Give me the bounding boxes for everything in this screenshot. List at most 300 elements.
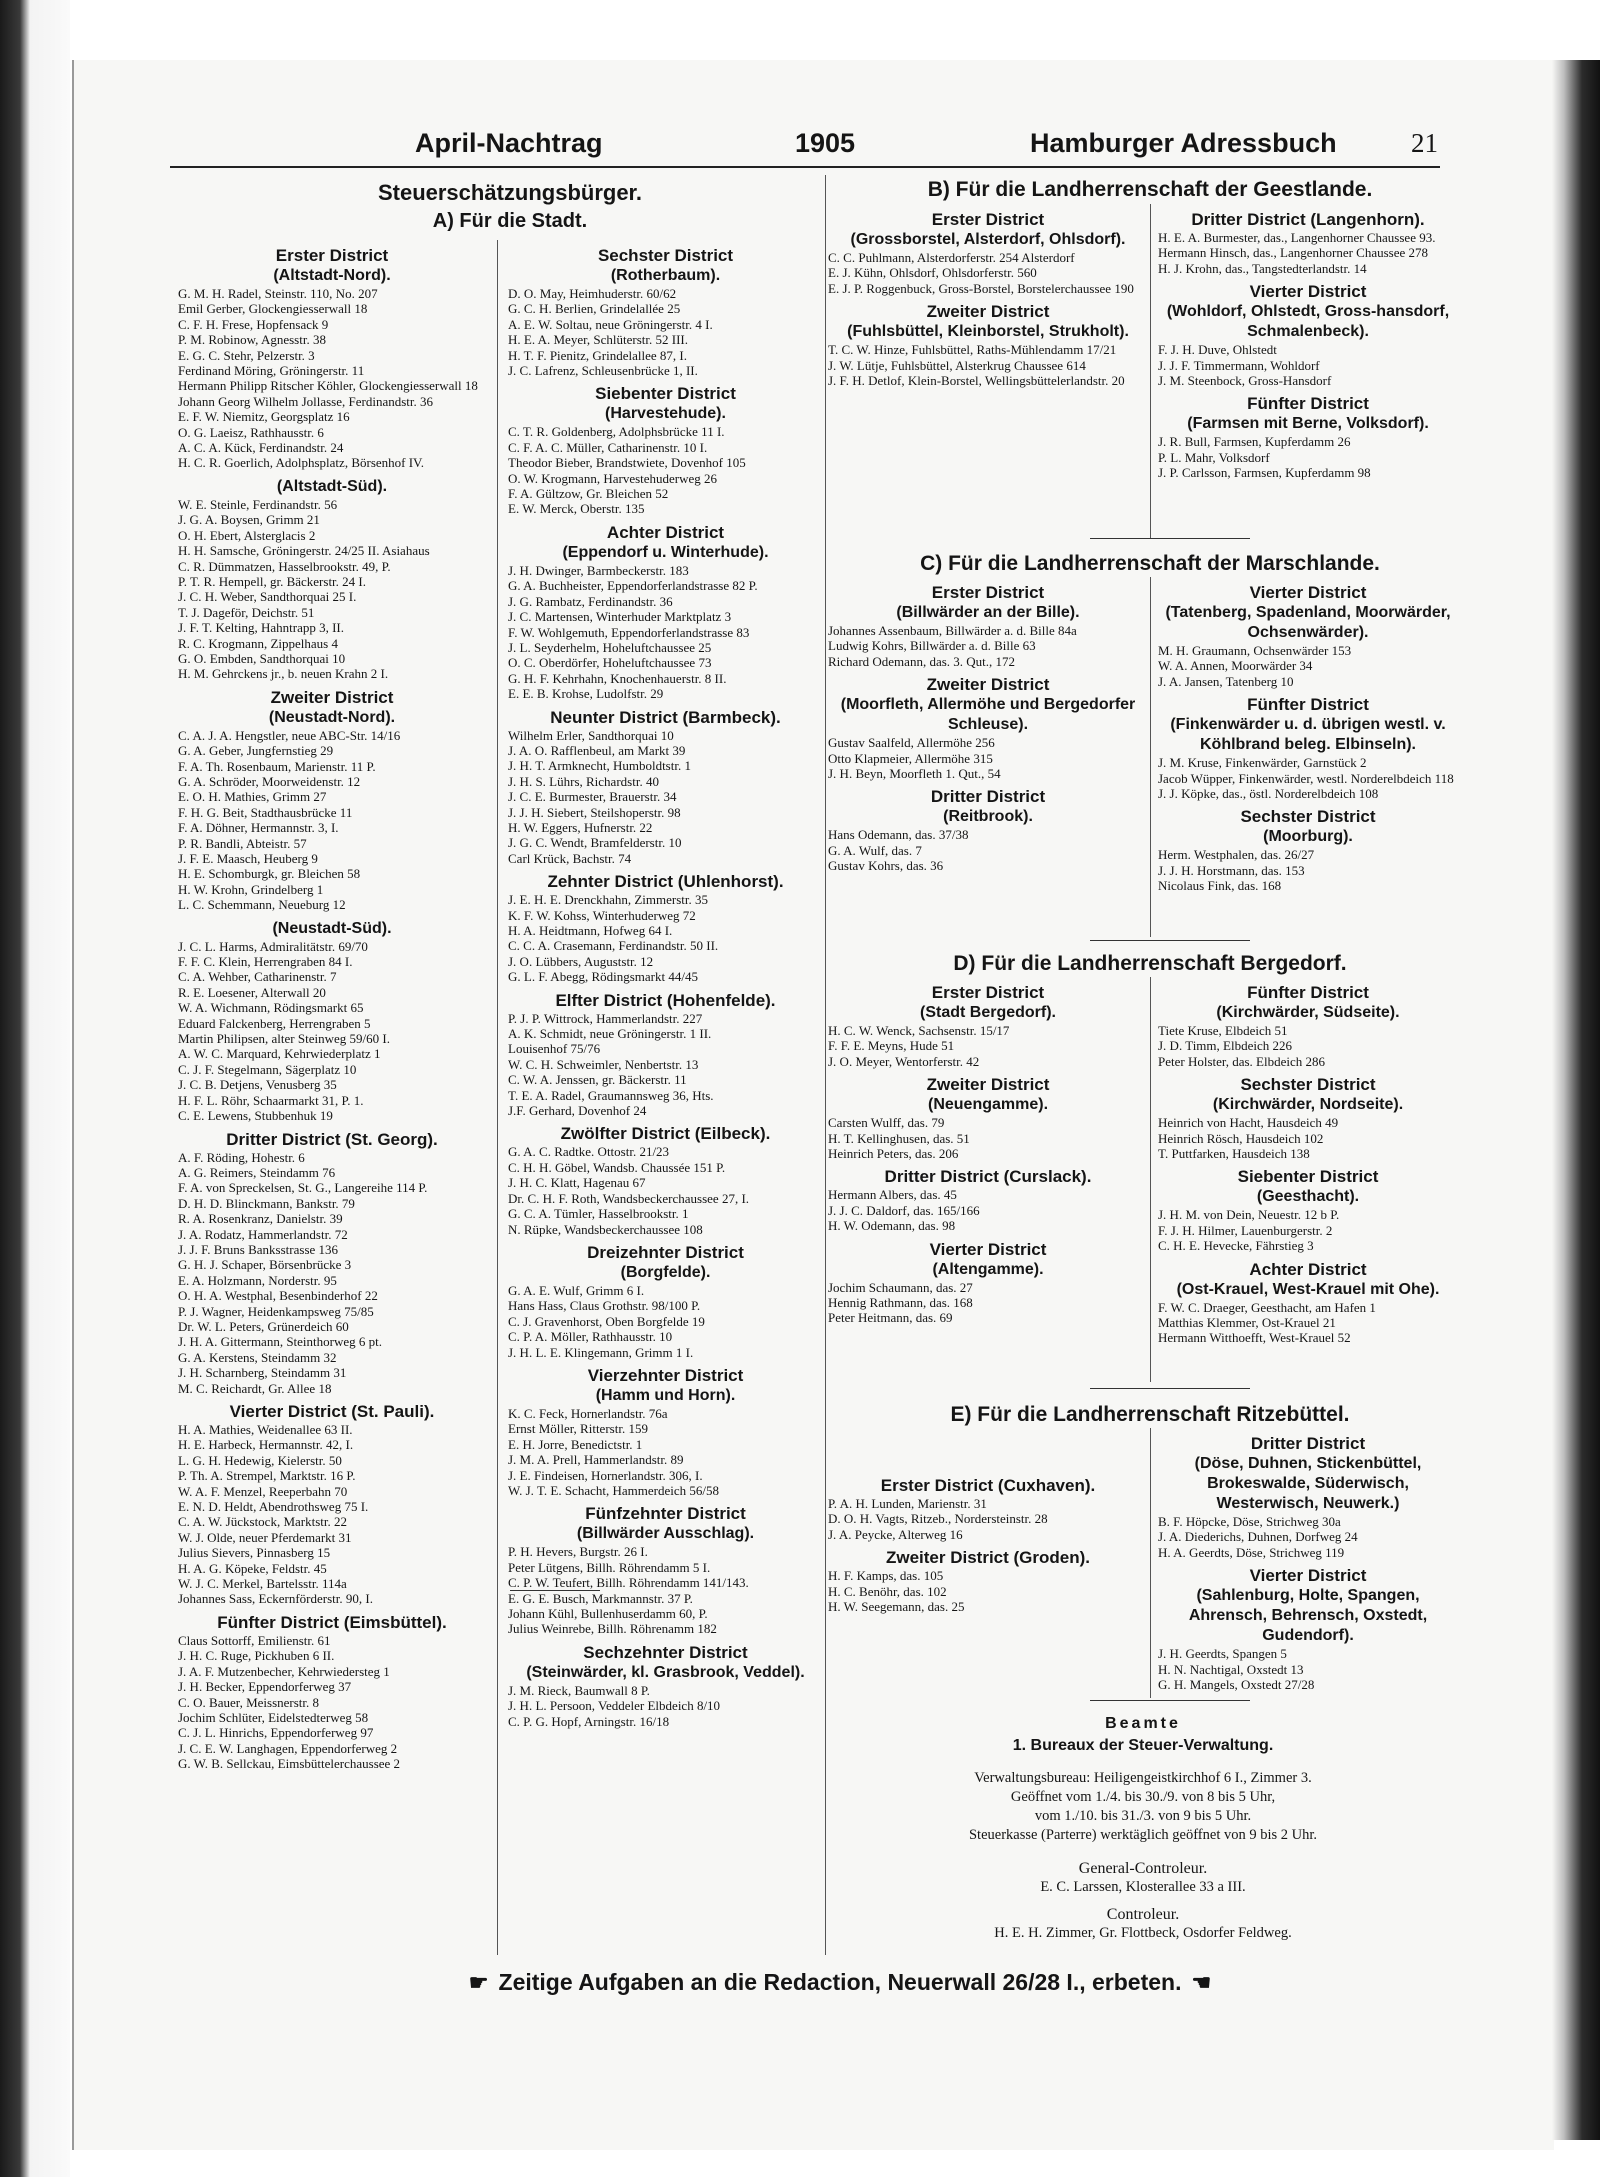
citizen-entry: J. H. Becker, Eppendorferweg 37 (178, 1679, 352, 1695)
running-header (170, 126, 1440, 168)
citizen-entry: J. O. Lübbers, Auguststr. 12 (508, 953, 654, 969)
citizen-entry: W. A. Wichmann, Rödingsmarkt 65 (178, 1000, 364, 1016)
citizen-entry: C. J. Gravenhorst, Oben Borgfelde 19 (508, 1313, 705, 1329)
citizen-entry: C. C. A. Crasemann, Ferdinandstr. 50 II. (508, 938, 719, 954)
column-ritzebuettel-left (828, 1470, 1148, 1614)
citizen-entry: J. H. Dwinger, Barmbeckerstr. 183 (508, 562, 689, 578)
section-rule (1090, 940, 1250, 941)
citizen-entry: Otto Klapmeier, Allermöhe 315 (828, 750, 993, 766)
citizen-entry: G. H. Mangels, Oxstedt 27/28 (1158, 1677, 1315, 1693)
citizen-entry: W. A. Annen, Moorwärder 34 (1158, 658, 1313, 674)
citizen-entry: L. C. Schemmann, Neueburg 12 (178, 897, 346, 913)
citizen-entry: K. C. Feck, Hornerlandstr. 76a (508, 1405, 668, 1421)
citizen-entry: A. E. W. Soltau, neue Gröningerstr. 4 I. (508, 316, 713, 332)
citizen-entry: Johannes Sass, Eckernförderstr. 90, I. (178, 1591, 373, 1607)
district-subheading: (Farmsen mit Berne, Volksdorf). (1187, 415, 1429, 433)
citizen-entry: C. P. A. Möller, Rathhausstr. 10 (508, 1329, 673, 1345)
citizen-entry: Johannes Assenbaum, Billwärder a. d. Bille 84a (828, 623, 1077, 638)
citizen-entry: J. J. F. Timmermann, Wohldorf (1158, 357, 1320, 373)
district-heading: Fünfter District (1247, 394, 1369, 414)
officials-block (828, 1713, 1458, 1943)
officials-subtitle: 1. Bureaux der Steuer-Verwaltung. (1012, 1737, 1274, 1754)
district-heading: Sechzehnter District (583, 1642, 748, 1662)
citizen-entry: G. A. Geber, Jungfernstieg 29 (178, 743, 334, 759)
column-ritzebuettel-right (1158, 1428, 1458, 1692)
citizen-entry: H. E. A. Burmester, das., Langenhorner Chaussee 93. (1158, 230, 1436, 245)
district-heading: Fünfter District (1247, 983, 1369, 1002)
citizen-entry: H. W. Eggers, Hufnerstr. 22 (508, 819, 653, 835)
citizen-entry: J. J. H. Siebert, Steilshoperstr. 98 (508, 804, 681, 820)
citizen-entry: Theodor Bieber, Brandstwiete, Dovenhof 105 (508, 455, 746, 471)
district-heading: Fünfter District (Eimsbüttel). (217, 1612, 447, 1632)
district-heading: Vierter District (929, 1239, 1047, 1259)
district-subheading: (Billwärder an der Bille). (896, 604, 1080, 621)
citizen-entry: J. F. E. Maasch, Heuberg 9 (178, 851, 318, 866)
district-subheading: (Steinwärder, kl. Grasbrook, Veddel). (526, 1663, 805, 1681)
main-section-title: Steuerschätzungsbürger. (377, 180, 643, 205)
officials-title: Beamte (1105, 1715, 1181, 1732)
citizen-entry: H. E. Harbeck, Hermannstr. 42, I. (178, 1437, 354, 1453)
citizen-entry: J. H. C. Ruge, Pickhuben 6 II. (178, 1648, 335, 1664)
citizen-entry: F. F. C. Klein, Herrengraben 84 I. (178, 954, 353, 970)
district-heading: Dreizehnter District (587, 1242, 744, 1262)
citizen-entry: H. T. Kellinghusen, das. 51 (828, 1130, 970, 1146)
column-marsch-left (828, 577, 1148, 874)
district-subheading: (Neustadt-Nord). (268, 708, 396, 726)
citizen-entry: H. C. R. Goerlich, Adolphsplatz, Börsenhof IV. (178, 455, 425, 471)
column-bergedorf-left (828, 977, 1148, 1326)
citizen-entry: F. J. H. Hilmer, Lauenburgerstr. 2 (1158, 1222, 1333, 1238)
citizen-entry: C. R. Dümmatzen, Hasselbrookstr. 49, P. (178, 558, 391, 574)
citizen-entry: J. R. Bull, Farmsen, Kupferdamm 26 (1158, 434, 1351, 450)
district-subheading: (Eppendorf u. Winterhude). (562, 543, 769, 561)
citizen-entry: W. C. H. Schweimler, Nenbertstr. 13 (508, 1056, 699, 1072)
section-a-title: A) Für die Stadt. (432, 210, 588, 232)
citizen-entry: T. C. W. Hinze, Fuhlsbüttel, Raths-Mühlendamm 17/21 (828, 342, 1117, 358)
citizen-entry: Peter Heitmann, das. 69 (828, 1310, 953, 1326)
citizen-entry: J. H. Scharnberg, Steindamm 31 (178, 1365, 347, 1381)
column-geest-right (1158, 204, 1458, 481)
column-rule (1150, 977, 1151, 1382)
citizen-entry: G. O. Embden, Sandthorquai 10 (178, 650, 346, 666)
column-city-1 (178, 240, 486, 1772)
section-e-title: E) Für die Landherrenschaft Ritzebüttel. (950, 1403, 1350, 1426)
citizen-entry: J. C. H. Weber, Sandthorquai 25 I. (178, 589, 357, 605)
district-heading: Dritter District (St. Georg). (226, 1129, 438, 1149)
citizen-entry: H. E. A. Meyer, Schlüterstr. 52 III. (508, 332, 689, 348)
citizen-entry: E. H. Jorre, Benedictstr. 1 (508, 1436, 643, 1452)
general-controller-title: General-Controleur. (1078, 1860, 1208, 1877)
citizen-entry: G. A. Buchheister, Eppendorferlandstrasse 82 P. (508, 578, 758, 594)
citizen-entry: W. A. F. Menzel, Reeperbahn 70 (178, 1483, 348, 1499)
citizen-entry: F. F. E. Meyns, Hude 51 (828, 1038, 955, 1054)
citizen-entry: O. G. Laeisz, Rathhausstr. 6 (178, 424, 324, 440)
citizen-entry: J. J. Köpke, das., östl. Norderelbdeich 108 (1158, 786, 1379, 802)
citizen-entry: Heinrich Peters, das. 206 (828, 1146, 959, 1162)
citizen-entry: Emil Gerber, Glockengiesserwall 18 (178, 301, 368, 317)
citizen-entry: C. J. L. Hinrichs, Eppendorferweg 97 (178, 1725, 374, 1741)
district-heading: Sechster District (1240, 807, 1376, 827)
citizen-entry: O. H. Ebert, Alsterglacis 2 (178, 527, 316, 543)
citizen-entry: T. Puttfarken, Hausdeich 138 (1158, 1146, 1310, 1162)
district-heading: Vierter District (St. Pauli). (229, 1402, 435, 1421)
citizen-entry: J. J. F. Bruns Banksstrasse 136 (178, 1241, 339, 1257)
district-subheading: (Altstadt-Nord). (273, 267, 391, 284)
citizen-entry: C. J. F. Stegelmann, Sägerplatz 10 (178, 1061, 357, 1077)
citizen-entry: J. P. Carlsson, Farmsen, Kupferdamm 98 (1158, 465, 1371, 481)
citizen-entry: A. W. C. Marquard, Kehrwiederplatz 1 (178, 1046, 381, 1062)
citizen-entry: J. H. Beyn, Moorfleth 1. Qut., 54 (828, 766, 1001, 782)
citizen-entry: W. J. C. Merkel, Bartelsstr. 114a (178, 1576, 347, 1592)
citizen-entry: G. A. Kerstens, Steindamm 32 (178, 1349, 337, 1365)
header-title: Hamburger Adressbuch (1030, 128, 1337, 158)
district-subheading: (Wohldorf, Ohlstedt, Gross-hansdorf, Schmalenbeck). (1166, 303, 1450, 341)
citizen-entry: J. E. H. E. Drenckhahn, Zimmerstr. 35 (508, 892, 709, 908)
controller: H. E. H. Zimmer, Gr. Flottbeck, Osdorfer Feldweg. (994, 1925, 1292, 1941)
citizen-entry: J. F. T. Kelting, Hahntrapp 3, II. (178, 620, 345, 636)
district-heading: Sechster District (1240, 1075, 1376, 1095)
citizen-entry: C. P. W. Teufert, Billh. Röhrendamm 141/143. (508, 1575, 749, 1591)
citizen-entry: Julius Weinrebe, Billh. Röhrenamm 182 (508, 1621, 717, 1637)
citizen-entry: C. A. Wehber, Catharinenstr. 7 (178, 969, 337, 985)
citizen-entry: J. M. Steenbock, Gross-Hansdorf (1158, 373, 1332, 389)
citizen-entry: H. C. Benöhr, das. 102 (828, 1583, 947, 1599)
citizen-entry: J. M. Kruse, Finkenwärder, Garnstück 2 (1158, 755, 1367, 771)
page-edge-shadow (1552, 60, 1600, 2140)
citizen-entry: J. M. A. Prell, Hammerlandstr. 89 (508, 1452, 684, 1468)
district-heading: Elfter District (Hohenfelde). (555, 990, 776, 1010)
column-city-2 (508, 240, 823, 1729)
citizen-entry: J.F. Gerhard, Dovenhof 24 (508, 1103, 647, 1119)
citizen-entry: K. F. W. Kohss, Winterhuderweg 72 (508, 907, 696, 923)
office-hours-winter: vom 1./10. bis 31./3. von 9 bis 5 Uhr. (1034, 1808, 1252, 1824)
citizen-entry: F. W. C. Draeger, Geesthacht, am Hafen 1 (1158, 1299, 1376, 1315)
district-heading: Fünfter District (1247, 695, 1369, 715)
citizen-entry: H. A. Heidtmann, Hofweg 64 I. (508, 923, 673, 938)
citizen-entry: C. F. H. Frese, Hopfensack 9 (178, 316, 329, 332)
citizen-entry: A. K. Schmidt, neue Gröningerstr. 1 II. (508, 1026, 712, 1042)
citizen-entry: N. Rüpke, Wandsbeckerchaussee 108 (508, 1221, 703, 1237)
office-hours-summer: Geöffnet vom 1./4. bis 30./9. von 8 bis 5 Uhr, (1010, 1789, 1276, 1805)
citizen-entry: C. F. A. C. Müller, Catharinenstr. 10 I. (508, 439, 708, 455)
district-subheading: (Ost-Krauel, West-Krauel mit Ohe). (1176, 1280, 1440, 1298)
citizen-entry: J. H. Geerdts, Spangen 5 (1158, 1646, 1287, 1662)
citizen-entry: G. A. E. Wulf, Grimm 6 I. (508, 1282, 645, 1298)
citizen-entry: R. C. Krogmann, Zippelhaus 4 (178, 635, 338, 651)
citizen-entry: T. J. Dageför, Deichstr. 51 (178, 604, 315, 620)
section-c-title: C) Für die Landherrenschaft der Marschlande. (920, 552, 1380, 575)
citizen-entry: E. J. Kühn, Ohlsdorf, Ohlsdorferstr. 560 (828, 265, 1037, 281)
district-subheading: (Harvestehude). (605, 405, 726, 423)
district-subheading: (Neustadt-Süd). (272, 919, 392, 937)
district-heading: Achter District (1249, 1259, 1367, 1279)
citizen-entry: G. C. A. Tümler, Hasselbrookstr. 1 (508, 1206, 689, 1222)
citizen-entry: J. G. C. Wendt, Bramfelderstr. 10 (508, 835, 682, 851)
cashier-hours: Steuerkasse (Parterre) werktäglich geöffnet von 9 bis 2 Uhr. (968, 1827, 1318, 1843)
district-subheading: (Billwärder Ausschlag). (576, 1525, 755, 1543)
citizen-entry: J. J. C. Daldorf, das. 165/166 (828, 1202, 980, 1218)
citizen-entry: Wilhelm Erler, Sandthorquai 10 (508, 727, 674, 743)
citizen-entry: F. J. H. Duve, Ohlstedt (1158, 342, 1277, 358)
district-subheading: (Altstadt-Süd). (276, 477, 388, 495)
citizen-entry: D. O. H. Vagts, Ritzeb., Nordersteinstr. 28 (828, 1511, 1048, 1527)
citizen-entry: Peter Holster, das. Elbdeich 286 (1158, 1053, 1325, 1069)
citizen-entry: W. J. Olde, neuer Pferdemarkt 31 (178, 1529, 352, 1545)
citizen-entry: Martin Philipsen, alter Steinweg 59/60 I. (178, 1031, 390, 1047)
citizen-entry: J. F. H. Detlof, Klein-Borstel, Wellingsbüttelerlandstr. 20 (828, 373, 1125, 389)
citizen-entry: Dr. W. L. Peters, Grünerdeich 60 (178, 1318, 349, 1334)
district-heading: Erster District (Cuxhaven). (880, 1476, 1096, 1495)
citizen-entry: E. G. E. Busch, Markmannstr. 37 P. (508, 1590, 693, 1606)
column-rule (1150, 204, 1151, 539)
citizen-entry: Gustav Kohrs, das. 36 (828, 858, 944, 874)
citizen-entry: Hermann Witthoefft, West-Krauel 52 (1158, 1330, 1351, 1346)
column-geest-left (828, 204, 1148, 388)
citizen-entry: Jochim Schlüter, Eidelstedterweg 58 (178, 1709, 369, 1725)
citizen-entry: Matthias Klemmer, Ost-Krauel 21 (1158, 1315, 1336, 1331)
citizen-entry: J. C. E. Burmester, Brauerstr. 34 (508, 789, 677, 805)
citizen-entry: J. O. Meyer, Wentorferstr. 42 (828, 1053, 980, 1069)
citizen-entry: J. H. A. Gittermann, Steinthorweg 6 pt. (178, 1334, 383, 1350)
citizen-entry: F. A. Döhner, Hermannstr. 3, I. (178, 820, 339, 836)
district-subheading: (Sahlenburg, Holte, Spangen, Ahrensch, Behrensch, Oxstedt, Gudendorf). (1188, 1587, 1428, 1645)
citizen-entry: Julius Sievers, Pinnasberg 15 (178, 1545, 331, 1561)
citizen-entry: Carsten Wulff, das. 79 (828, 1115, 945, 1131)
citizen-entry: H. F. Kamps, das. 105 (828, 1568, 944, 1584)
district-heading: Erster District (931, 583, 1045, 602)
citizen-entry: P. R. Bandli, Abteistr. 57 (178, 835, 307, 851)
district-heading: Dritter District (Langenhorn). (1191, 210, 1425, 229)
citizen-entry: E. J. P. Roggenbuck, Gross-Borstel, Borstelerchaussee 190 (828, 280, 1134, 296)
general-controller: E. C. Larssen, Klosterallee 33 a III. (1040, 1879, 1246, 1895)
citizen-entry: Hermann Hinsch, das., Langenhorner Chaussee 278 (1158, 245, 1429, 261)
district-subheading: (Döse, Duhnen, Stickenbüttel, Brokeswalde, Süderwisch, Westerwisch, Neuwerk.) (1194, 1455, 1422, 1512)
citizen-entry: P. H. Hevers, Burgstr. 26 I. (508, 1544, 648, 1560)
citizen-entry: A. C. A. Kück, Ferdinandstr. 24 (178, 440, 344, 456)
citizen-entry: W. E. Steinle, Ferdinandstr. 56 (178, 496, 338, 512)
citizen-entry: J. A. F. Mutzenbecher, Kehrwiedersteg 1 (178, 1663, 390, 1679)
citizen-entry: H. A. Geerdts, Döse, Strichweg 119 (1158, 1544, 1345, 1560)
district-heading: Zehnter District (Uhlenhorst). (547, 872, 784, 892)
citizen-entry: G. W. B. Sellckau, Eimsbüttelerchaussee 2 (178, 1756, 401, 1772)
citizen-entry: J. C. L. Harms, Admiralitätstr. 69/70 (178, 938, 368, 954)
citizen-entry: H. C. W. Wenck, Sachsenstr. 15/17 (828, 1023, 1010, 1038)
citizen-entry: J. M. Rieck, Baumwall 8 P. (508, 1682, 650, 1698)
header-supplement: April-Nachtrag (415, 128, 603, 158)
citizen-entry: H. J. Krohn, das., Tangstedterlandstr. 14 (1158, 260, 1367, 276)
district-heading: Dritter District (1250, 1434, 1366, 1453)
citizen-entry: G. C. H. Berlien, Grindelallée 25 (508, 301, 681, 317)
district-heading: Zweiter District (926, 675, 1050, 695)
citizen-entry: W. J. T. E. Schacht, Hammerdeich 56/58 (508, 1482, 719, 1498)
citizen-entry: Peter Lütgens, Billh. Röhrendamm 5 I. (508, 1559, 711, 1575)
citizen-entry: J. H. M. von Dein, Neuestr. 12 b P. (1158, 1207, 1340, 1223)
section-rule (1090, 1388, 1250, 1389)
citizen-entry: J. E. Findeisen, Hornerlandstr. 306, I. (508, 1467, 703, 1483)
citizen-entry: J. G. A. Boysen, Grimm 21 (178, 512, 320, 528)
column-rule (1150, 1428, 1151, 1698)
citizen-entry: Richard Odemann, das. 3. Qut., 172 (828, 653, 1016, 669)
citizen-entry: P. Th. A. Strempel, Marktstr. 16 P. (178, 1468, 356, 1484)
citizen-entry: J. C. E. W. Langhagen, Eppendorferweg 2 (178, 1740, 398, 1756)
citizen-entry: Hermann Philipp Ritscher Köhler, Glockengiesserwall 18 (178, 378, 478, 394)
district-heading: Erster District (931, 983, 1045, 1002)
section-rule (510, 1590, 600, 1591)
column-marsch-right (1158, 577, 1458, 894)
citizen-entry: G. A. C. Radtke. Ottostr. 21/23 (508, 1144, 670, 1160)
citizen-entry: E. O. H. Mathies, Grimm 27 (178, 789, 327, 805)
citizen-entry: Nicolaus Fink, das. 168 (1158, 878, 1282, 894)
section-b-title: B) Für die Landherrenschaft der Geestlande. (927, 178, 1373, 201)
citizen-entry: A. G. Reimers, Steindamm 76 (178, 1164, 336, 1180)
district-heading: Achter District (606, 522, 725, 542)
district-heading: Siebenter District (595, 384, 736, 404)
citizen-entry: E. W. Merck, Oberstr. 135 (508, 501, 645, 517)
citizen-entry: C. H. E. Hevecke, Fährstieg 3 (1158, 1238, 1314, 1254)
citizen-entry: C. H. H. Göbel, Wandsb. Chaussée 151 P. (508, 1159, 726, 1175)
district-heading: Neunter District (Barmbeck). (550, 707, 781, 727)
citizen-entry: E. G. C. Stehr, Pelzerstr. 3 (178, 347, 315, 363)
citizen-entry: P. J. P. Wittrock, Hammerlandstr. 227 (508, 1010, 703, 1026)
citizen-entry: B. F. Höpcke, Döse, Strichweg 30a (1158, 1514, 1341, 1529)
district-subheading: (Hamm und Horn). (595, 1386, 736, 1404)
citizen-entry: G. M. H. Radel, Steinstr. 110, No. 207 (178, 286, 378, 301)
citizen-entry: J. W. Lütje, Fuhlsbüttel, Alsterkrug Chaussee 614 (828, 357, 1086, 373)
citizen-entry: F. W. Wohlgemuth, Eppendorferlandstrasse 83 (508, 624, 750, 640)
citizen-entry: G. L. F. Abegg, Rödingsmarkt 44/45 (508, 969, 698, 985)
citizen-entry: J. H. T. Armknecht, Humboldtstr. 1 (508, 758, 691, 774)
citizen-entry: J. C. B. Detjens, Venusberg 35 (178, 1077, 337, 1093)
citizen-entry: E. A. Holzmann, Norderstr. 95 (178, 1272, 337, 1288)
citizen-entry: Hermann Albers, das. 45 (828, 1187, 957, 1203)
citizen-entry: G. A. Wulf, das. 7 (828, 842, 922, 858)
citizen-entry: J. H. L. E. Klingemann, Grimm 1 I. (508, 1344, 694, 1360)
district-heading: Vierzehnter District (587, 1365, 744, 1385)
citizen-entry: J. A. O. Rafflenbeul, am Markt 39 (508, 742, 686, 758)
citizen-entry: C. A. J. A. Hengstler, neue ABC-Str. 14/16 (178, 727, 401, 743)
citizen-entry: H. M. Gehrckens jr., b. neuen Krahn 2 I. (178, 666, 389, 682)
citizen-entry: L. G. H. Hedewig, Kielerstr. 50 (178, 1452, 342, 1468)
citizen-entry: J. C. Lafrenz, Schleusenbrücke 1, II. (508, 363, 698, 379)
district-subheading: (Finkenwärder u. d. übrigen westl. v. Köhlbrand beleg. Elbinseln). (1170, 716, 1446, 754)
citizen-entry: H. E. Schomburgk, gr. Bleichen 58 (178, 866, 361, 882)
citizen-entry: G. H. J. Schaper, Börsenbrücke 3 (178, 1257, 352, 1273)
district-subheading: (Fuhlsbüttel, Kleinborstel, Strukholt). (847, 323, 1129, 341)
citizen-entry: G. A. Schröder, Moorweidenstr. 12 (178, 773, 361, 789)
citizen-entry: C. E. Lewens, Stubbenhuk 19 (178, 1108, 333, 1124)
citizen-entry: H. N. Nachtigal, Oxstedt 13 (1158, 1661, 1304, 1677)
citizen-entry: Johann Kühl, Bullenhuserdamm 60, P. (508, 1606, 708, 1621)
citizen-entry: D. H. D. Blinckmann, Bankstr. 79 (178, 1195, 355, 1211)
book-gutter (0, 0, 70, 2177)
citizen-entry: J. J. H. Horstmann, das. 153 (1158, 862, 1305, 878)
district-subheading: (Moorburg). (1263, 828, 1353, 846)
citizen-entry: C. O. Bauer, Meissnerstr. 8 (178, 1694, 320, 1710)
citizen-entry: Louisenhof 75/76 (508, 1041, 601, 1057)
citizen-entry: H. A. G. Köpeke, Feldstr. 45 (178, 1560, 327, 1576)
district-subheading: (Moorfleth, Allermöhe und Bergedorfer Schleuse). (840, 696, 1136, 734)
citizen-entry: J. A. Rodatz, Hammerlandstr. 72 (178, 1226, 348, 1242)
district-heading: Zweiter District (270, 687, 394, 707)
citizen-entry: J. A. Diederichs, Duhnen, Dorfweg 24 (1158, 1529, 1358, 1545)
district-heading: Zwölfter District (Eilbeck). (560, 1124, 771, 1144)
citizen-entry: P. L. Mahr, Volksdorf (1158, 449, 1270, 465)
citizen-entry: J. C. Martensen, Winterhuder Marktplatz 3 (508, 609, 732, 625)
citizen-entry: P. A. H. Lunden, Marienstr. 31 (828, 1496, 987, 1511)
citizen-entry: Hans Odemann, das. 37/38 (828, 827, 969, 843)
section-d-title: D) Für die Landherrenschaft Bergedorf. (953, 952, 1347, 975)
citizen-entry: Jacob Wüpper, Finkenwärder, westl. Norderelbdeich 118 (1158, 770, 1454, 786)
column-rule (497, 240, 498, 1955)
citizen-entry: O. H. A. Westphal, Besenbinderhof 22 (178, 1288, 378, 1304)
citizen-entry: Hennig Rathmann, das. 168 (828, 1295, 973, 1311)
citizen-entry: G. H. F. Kehrhahn, Knochenhauerstr. 8 II. (508, 670, 727, 686)
district-subheading: (Borgfelde). (620, 1263, 711, 1281)
citizen-entry: C. P. G. Hopf, Arningstr. 16/18 (508, 1713, 670, 1729)
citizen-entry: C. W. A. Jenssen, gr. Bäckerstr. 11 (508, 1072, 687, 1088)
section-rule (1090, 1700, 1250, 1701)
district-heading: Siebenter District (1237, 1167, 1379, 1187)
citizen-entry: R. E. Loesener, Alterwall 20 (178, 984, 326, 1000)
district-heading: Sechster District (597, 246, 734, 265)
district-heading: Vierter District (1249, 1566, 1367, 1586)
district-subheading: (Geesthacht). (1256, 1188, 1360, 1206)
citizen-entry: Heinrich Rösch, Hausdeich 102 (1158, 1130, 1324, 1146)
district-subheading: (Reitbrook). (943, 808, 1033, 826)
citizen-entry: F. A. von Spreckelsen, St. G., Langereihe 114 P. (178, 1180, 428, 1196)
footer-notice (410, 1969, 1270, 1996)
citizen-entry: P. M. Robinow, Agnesstr. 38 (178, 332, 326, 348)
citizen-entry: J. H. L. Persoon, Veddeler Elbdeich 8/10 (508, 1698, 721, 1714)
citizen-entry: Johann Georg Wilhelm Jollasse, Ferdinandstr. 36 (178, 393, 433, 409)
citizen-entry: J. G. Rambatz, Ferdinandstr. 36 (508, 593, 673, 609)
citizen-entry: O. W. Krogmann, Harvestehuderweg 26 (508, 470, 718, 486)
citizen-entry: H. T. F. Pienitz, Grindelallee 87, I. (508, 347, 687, 363)
citizen-entry: H. W. Seegemann, das. 25 (828, 1599, 965, 1615)
district-heading: Erster District (931, 210, 1045, 229)
citizen-entry: J. A. Peycke, Alterweg 16 (828, 1526, 963, 1542)
column-rule (825, 175, 826, 1955)
citizen-entry: D. O. May, Heimhuderstr. 60/62 (508, 286, 677, 301)
citizen-entry: Heinrich von Hacht, Hausdeich 49 (1158, 1115, 1339, 1131)
district-subheading: (Tatenberg, Spadenland, Moorwärder, Ochsenwärder). (1165, 604, 1451, 641)
citizen-entry: F. H. G. Beit, Stadthausbrücke 11 (178, 804, 353, 820)
citizen-entry: F. A. Th. Rosenbaum, Marienstr. 11 P. (178, 758, 376, 774)
citizen-entry: H. W. Krohn, Grindelberg 1 (178, 881, 324, 897)
citizen-entry: Eduard Falckenberg, Herrengraben 5 (178, 1015, 371, 1031)
pointing-hand-right-icon: ☛ (468, 1970, 489, 1995)
page-number: 21 (1411, 128, 1438, 158)
citizen-entry: F. A. Gültzow, Gr. Bleichen 52 (508, 486, 669, 502)
citizen-entry: Dr. C. H. F. Roth, Wandsbeckerchaussee 27, I. (508, 1190, 750, 1206)
district-heading: Dritter District (930, 787, 1046, 807)
citizen-entry: C. A. W. Jückstock, Marktstr. 22 (178, 1514, 348, 1530)
district-heading: Fünfzehnter District (585, 1504, 746, 1524)
citizen-entry: Jochim Schaumann, das. 27 (828, 1279, 973, 1295)
citizen-entry: P. T. R. Hempell, gr. Bäckerstr. 24 I. (178, 573, 366, 589)
citizen-entry: Ernst Möller, Ritterstr. 159 (508, 1421, 648, 1437)
citizen-entry: C. T. R. Goldenberg, Adolphsbrücke 11 I. (508, 424, 725, 440)
citizen-entry: H. A. Mathies, Weidenallee 63 II. (178, 1422, 353, 1437)
citizen-entry: E. N. D. Heldt, Abendrothsweg 75 I. (178, 1499, 369, 1515)
citizen-entry: J. H. S. Lührs, Richardstr. 40 (508, 773, 659, 789)
citizen-entry: E. E. B. Krohse, Ludolfstr. 29 (508, 686, 664, 702)
district-heading: Dritter District (Curslack). (884, 1167, 1092, 1187)
citizen-entry: Herm. Westphalen, das. 26/27 (1158, 847, 1315, 863)
citizen-entry: Ludwig Kohrs, Billwärder a. d. Bille 63 (828, 638, 1036, 654)
citizen-entry: J. H. C. Klatt, Hagenau 67 (508, 1175, 646, 1191)
district-heading: Zweiter District (926, 302, 1050, 322)
